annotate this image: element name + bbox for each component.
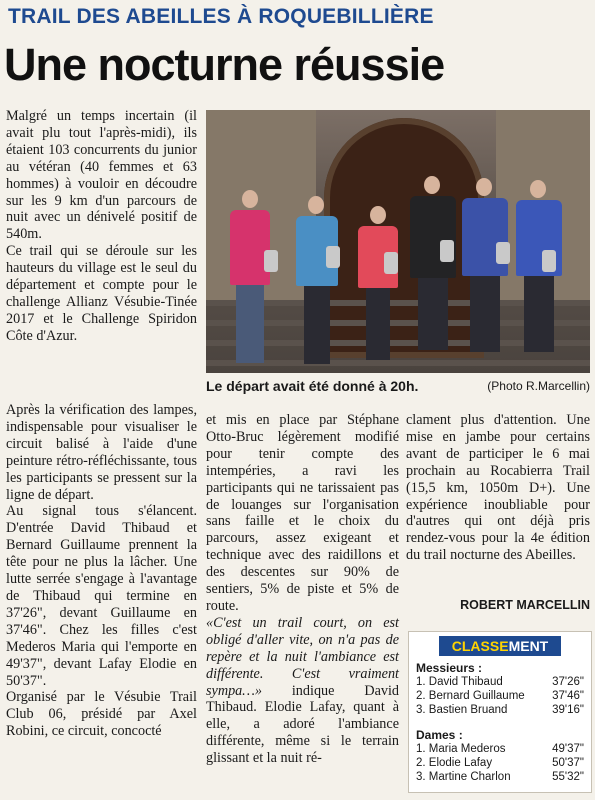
- result-row: [416, 757, 584, 771]
- caption-text: Le départ avait été donné à 20h.: [206, 378, 419, 394]
- classement-box: [408, 631, 592, 793]
- article-photo: [206, 110, 590, 373]
- classement-title-a: CLASSE: [451, 638, 509, 654]
- column-1-top: [6, 108, 197, 345]
- photo-credit: (Photo R.Marcellin): [487, 379, 590, 393]
- paragraph: Malgré un temps incertain (il avait plu tout l'après-midi), ils étaient 103 concurrents du junior au vétéran (40 femmes et 63 hommes) à vouloir en découdre sur les 9 km d'un parcours de nuit avec un dénivelé positif de 540m.: [6, 108, 197, 243]
- column-1-bottom: [6, 402, 197, 740]
- column-3: [406, 412, 590, 564]
- paragraph: Après la vérification des lampes, indispensable pour visualiser le circuit balisé à l'aide d'une peinture rétro-réfléchissante, tous les participants se pressent sur la ligne de départ.: [6, 402, 197, 503]
- paragraph: Au signal tous s'élancent. D'entrée David Thibaud et Bernard Guillaume prennent la tête pour ne plus la lâcher. Une lutte serrée s'engage à l'avantage de Thibaud qui termine en 37'26", devant Guillaume en 37'46". Chez les filles c'est Mederos Maria qui l'emporte en 49'37", devant Lafay Elodie en 50'37".: [6, 503, 197, 689]
- trophy-shape: [440, 240, 454, 262]
- paragraph: [206, 615, 399, 767]
- result-time: 37'46": [552, 690, 584, 702]
- result-name: 2. Bernard Guillaume: [416, 690, 525, 702]
- author-byline: ROBERT MARCELLIN: [460, 598, 590, 612]
- photo-caption: [206, 378, 590, 394]
- headline: Une nocturne réussie: [4, 39, 445, 90]
- trophy-shape: [264, 250, 278, 272]
- column-2: [206, 412, 399, 767]
- quote: «C'est un trail court, on est obligé d'aller vite, on n'a pas de repère et la nuit l'ambiance est différente. C'est vraiment sympa…»: [206, 614, 399, 699]
- result-time: 39'16": [552, 704, 584, 716]
- result-name: 3. Bastien Bruand: [416, 704, 508, 716]
- result-name: 3. Martine Charlon: [416, 771, 511, 783]
- paragraph: et mis en place par Stéphane Otto-Bruc légèrement modifié pour tenir compte des intempéries, a ravi les participants qui ne tarissaient pas de louanges sur l'organisation sans faille et le choix du parcours, assez exigeant et technique avec des raidillons et des descentes sur 90% de sentiers, 5% de piste et 5% de route.: [206, 412, 399, 614]
- paragraph: clament plus d'attention. Une mise en jambe pour certains avant de participer le 6 mai prochain au Rocabierra Trail (15,5 km, 1050m D+). Une expérience inoubliable pour d'autres qui ont déjà pris rendez-vous pour la 4e édition du trail nocturne des Abeilles.: [406, 412, 590, 564]
- kicker: TRAIL DES ABEILLES À ROQUEBILLIÈRE: [8, 5, 434, 28]
- trophy-shape: [326, 246, 340, 268]
- men-label: Messieurs :: [416, 661, 483, 675]
- result-name: 2. Elodie Lafay: [416, 757, 493, 769]
- result-time: 50'37": [552, 757, 584, 769]
- paragraph: Organisé par le Vésubie Trail Club 06, présidé par Axel Robini, ce circuit, concocté: [6, 689, 197, 740]
- result-row: [416, 690, 584, 704]
- result-name: 1. Maria Mederos: [416, 743, 506, 755]
- result-time: 49'37": [552, 743, 584, 755]
- paragraph: Ce trail qui se déroule sur les hauteurs du village est le seul du département et compte pour le challenge Allianz Vésubie-Tinée 2017 et le Challenge Spiridon Côte d'Azur.: [6, 243, 197, 344]
- result-time: 37'26": [552, 676, 584, 688]
- trophy-shape: [542, 250, 556, 272]
- women-label: Dames :: [416, 728, 463, 742]
- result-time: 55'32": [552, 771, 584, 783]
- classement-title-b: MENT: [508, 638, 549, 654]
- quote-attribution: indique David Thibaud. Elodie Lafay, quant à elle, a adoré l'ambiance différente, même si le terrain glissant et la nuit ré-: [206, 682, 399, 767]
- result-name: 1. David Thibaud: [416, 676, 503, 688]
- result-row: [416, 676, 584, 690]
- result-row: [416, 771, 584, 785]
- trophy-shape: [384, 252, 398, 274]
- result-row: [416, 743, 584, 757]
- classement-title: [439, 636, 561, 656]
- result-row: [416, 704, 584, 718]
- trophy-shape: [496, 242, 510, 264]
